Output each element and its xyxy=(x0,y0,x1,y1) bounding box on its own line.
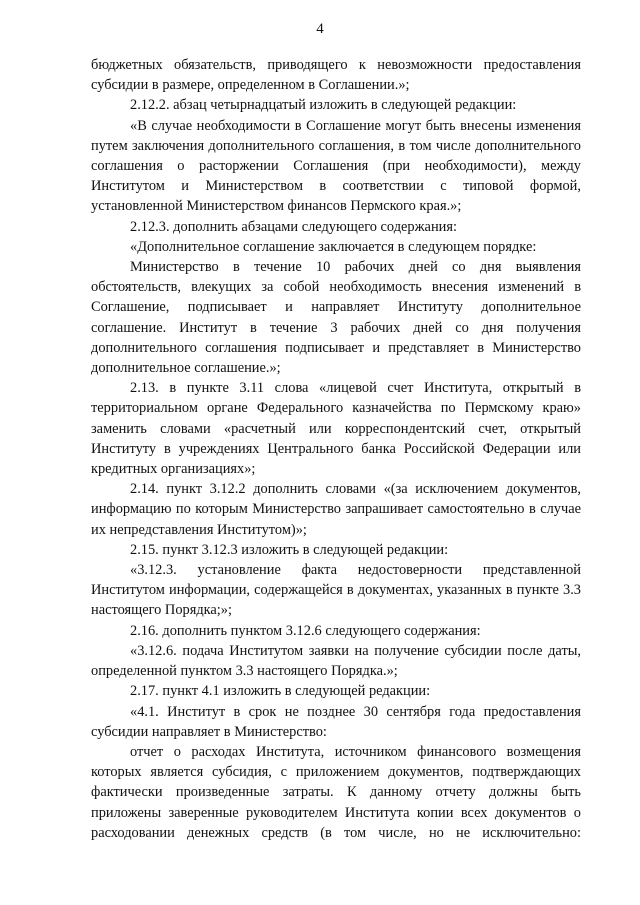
document-body xyxy=(91,55,581,843)
paragraph: «Дополнительное соглашение заключается в следующем порядке: xyxy=(130,238,537,255)
paragraph: 2.16. дополнить пунктом 3.12.6 следующего содержания: xyxy=(130,622,481,639)
paragraph: отчет о расходах Института, источником финансового возмещения которых является субсидия, с приложением документов, подтверждающих фактически произведенные затраты. К данному отчету должны быть приложены заверенные руководителем Института копии всех документов о расходовании денежных средств (в том числе, но не исключительно: xyxy=(91,743,581,841)
page-number: 4 xyxy=(316,21,324,37)
paragraph: 2.17. пункт 4.1 изложить в следующей редакции: xyxy=(130,683,431,700)
paragraph: бюджетных обязательств, приводящего к невозможности предоставления субсидии в размере, определенном в Соглашении.»; xyxy=(91,57,581,94)
paragraph: 2.12.2. абзац четырнадцатый изложить в следующей редакции: xyxy=(130,97,517,114)
paragraph: «3.12.6. подача Институтом заявки на получение субсидии после даты, определенной пунктом 3.3 настоящего Порядка.»; xyxy=(91,642,581,680)
paragraph: Министерство в течение 10 рабочих дней со дня выявления обстоятельств, влекущих за собой необходимость внесения изменений в Соглашение, подписывает и направляет Институту дополнительное соглашение. Институт в течение 3 рабочих дней со дня получения дополнительного соглашения подписывает и представляет в Министерство дополнительное соглашение.»; xyxy=(91,259,581,377)
paragraph: 2.15. пункт 3.12.3 изложить в следующей редакции: xyxy=(130,541,449,558)
paragraph: 2.14. пункт 3.12.2 дополнить словами «(за исключением документов, информацию по которым Министерство запрашивает самостоятельно в случае их непредставления Институтом)»; xyxy=(91,481,581,538)
paragraph: «В случае необходимости в Соглашение могут быть внесены изменения путем заключения дополнительного соглашения, в том числе дополнительного соглашения о расторжении Соглашения (при необходимости), между Институтом и Министерством в соответствии с типовой формой, установленной Министерством финансов Пермского края.»; xyxy=(91,117,581,215)
paragraph: «4.1. Институт в срок не позднее 30 сентября года предоставления субсидии направляет в Министерство: xyxy=(91,703,581,740)
paragraph: «3.12.3. установление факта недостоверности представленной Институтом информации, содержащейся в документах, указанных в пункте 3.3 настоящего Порядка;»; xyxy=(91,562,581,619)
paragraph: 2.12.3. дополнить абзацами следующего содержания: xyxy=(130,218,457,235)
paragraph: 2.13. в пункте 3.11 слова «лицевой счет Института, открытый в территориальном органе Федерального казначейства по Пермскому краю» заменить словами «расчетный или корреспондентский счет, открытый Институту в учреждениях Центрального банка Российской Федерации или кредитных организациях»; xyxy=(91,380,581,478)
